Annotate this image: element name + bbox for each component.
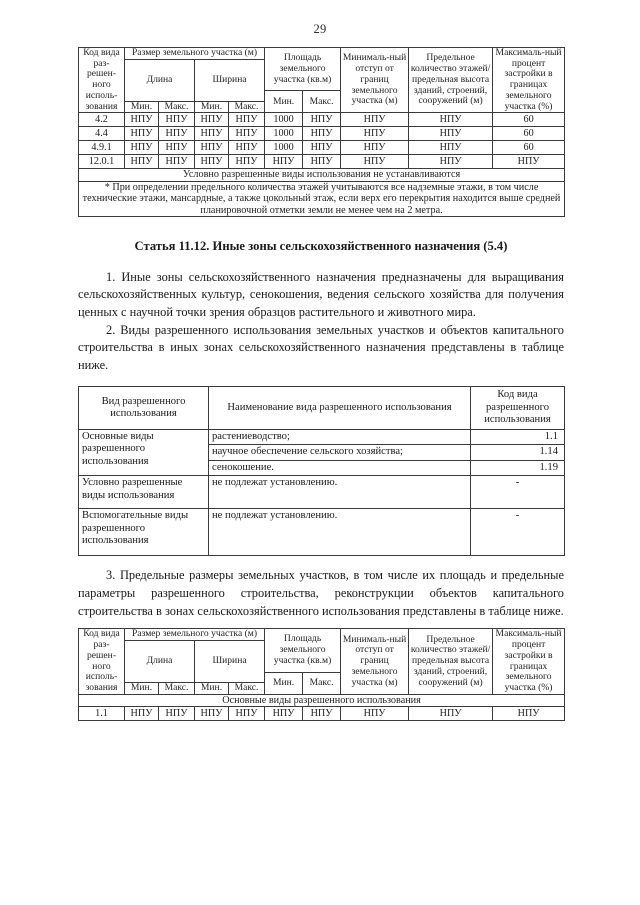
use-code: - (471, 509, 565, 556)
cell-area-min: 1000 (265, 141, 303, 155)
header-plot-size: Размер земельного участка (м) (125, 629, 265, 641)
table-row (79, 429, 565, 445)
cell-len-max: НПУ (159, 113, 195, 127)
cell-code: 12.0.1 (79, 155, 125, 169)
cell-wid-max: НПУ (229, 113, 265, 127)
page-content (78, 47, 564, 721)
header-length: Длина (125, 641, 195, 683)
header-use-name: Наименование вида разрешенного использования (209, 387, 471, 430)
table-row-conditional (79, 169, 565, 181)
cell-area-min: 1000 (265, 113, 303, 127)
header-area-min: Мин. (265, 91, 303, 113)
cell-floors: НПУ (409, 127, 493, 141)
use-name: сенокошение. (209, 460, 471, 476)
parameters-table-bottom (78, 628, 565, 721)
header-plot-area: Площадь земельного участка (кв.м) (265, 629, 341, 672)
header-area-max: Макс. (303, 91, 341, 113)
conditional-use-note: Условно разрешенные виды использования не устанавливаются (79, 169, 565, 181)
header-width: Ширина (195, 59, 265, 101)
cell-area-max: НПУ (303, 113, 341, 127)
cell-area-min: НПУ (265, 707, 303, 721)
header-width-max: Макс. (229, 101, 265, 113)
cell-setback: НПУ (341, 155, 409, 169)
table-row (79, 141, 565, 155)
table-row (79, 113, 565, 127)
cell-code: 4.9.1 (79, 141, 125, 155)
cell-area-min: 1000 (265, 127, 303, 141)
cell-len-min: НПУ (125, 155, 159, 169)
table-row (79, 127, 565, 141)
table-row (79, 707, 565, 721)
cell-wid-min: НПУ (195, 707, 229, 721)
cell-area-max: НПУ (303, 141, 341, 155)
table-row (79, 509, 565, 556)
cell-density: 60 (493, 113, 565, 127)
header-length-min: Мин. (125, 682, 159, 694)
cell-len-max: НПУ (159, 127, 195, 141)
cell-code: 1.1 (79, 707, 125, 721)
cell-code: 4.4 (79, 127, 125, 141)
cell-setback: НПУ (341, 127, 409, 141)
header-plot-size: Размер земельного участка (м) (125, 48, 265, 60)
cell-len-min: НПУ (125, 113, 159, 127)
use-code: 1.19 (471, 460, 565, 476)
header-area-max: Макс. (303, 672, 341, 694)
cell-density: 60 (493, 127, 565, 141)
cell-wid-min: НПУ (195, 141, 229, 155)
page-number: 29 (313, 22, 327, 36)
header-length-min: Мин. (125, 101, 159, 113)
header-width-min: Мин. (195, 682, 229, 694)
table-footnote: * При определении предельного количества этажей учитываются все надземные этажи, в том числе технические этажи, мансардные, а также цокольный этаж, если верх его перекрытия находится выше средней планировочной отметки земли не менее чем на 2 метра. (79, 181, 565, 216)
cell-setback: НПУ (341, 113, 409, 127)
paragraph-3: 3. Предельные размеры земельных участков, в том числе их площадь и предельные параметры разрешенного строительства, реконструкции объектов капитального строительства в зонах сельскохозяйственного использования представлены в таблице ниже. (78, 568, 564, 618)
paragraph-1: 1. Иные зоны сельскохозяйственного назначения предназначены для выращивания сельскохозяйственных культур, сенокошения, ведения сельского хозяйства для получения ценных с научной точки зрения образцов растительного и животного мира. (78, 269, 564, 320)
article-heading: Статья 11.12. Иные зоны сельскохозяйственного назначения (5.4) (134, 239, 508, 254)
header-use-code: Код вида разрешенного использования (471, 387, 565, 430)
cell-floors: НПУ (409, 707, 493, 721)
paragraph-2: 2. Виды разрешенного использования земельных участков и объектов капитального строительства в иных зонах сельскохозяйственного назначения представлены в таблице ниже. (78, 322, 564, 372)
table-row (79, 476, 565, 509)
cell-len-min: НПУ (125, 127, 159, 141)
cell-area-max: НПУ (303, 127, 341, 141)
header-width-max: Макс. (229, 682, 265, 694)
cell-density: НПУ (493, 707, 565, 721)
header-use-kind: Вид разрешенного использования (79, 387, 209, 430)
cell-wid-min: НПУ (195, 127, 229, 141)
cell-area-max: НПУ (303, 155, 341, 169)
header-floors: Предельное количество этажей/ предельная высота зданий, строений, сооружений (м) (409, 48, 493, 113)
header-setback: Минималь-ный отступ от границ земельного участка (м) (341, 629, 409, 694)
parameters-table-top (78, 47, 565, 217)
cell-setback: НПУ (341, 707, 409, 721)
cell-wid-min: НПУ (195, 113, 229, 127)
cell-len-max: НПУ (159, 707, 195, 721)
permitted-uses-table (78, 386, 565, 556)
header-floors: Предельное количество этажей/ предельная высота зданий, строений, сооружений (м) (409, 629, 493, 694)
table-row-section (79, 694, 565, 706)
header-width: Ширина (195, 641, 265, 683)
use-kind-auxiliary: Вспомогательные виды разрешенного использования (79, 509, 209, 556)
header-density: Максималь-ный процент застройки в границах земельного участка (%) (493, 48, 565, 113)
header-density: Максималь-ный процент застройки в границах земельного участка (%) (493, 629, 565, 694)
cell-wid-max: НПУ (229, 141, 265, 155)
cell-floors: НПУ (409, 155, 493, 169)
cell-len-max: НПУ (159, 155, 195, 169)
section-main-uses: Основные виды разрешенного использования (79, 694, 565, 706)
cell-area-max: НПУ (303, 707, 341, 721)
cell-len-min: НПУ (125, 707, 159, 721)
header-length: Длина (125, 59, 195, 101)
header-code: Код вида раз-решен-ного исполь-зования (79, 48, 125, 113)
cell-area-min: НПУ (265, 155, 303, 169)
use-code: 1.1 (471, 429, 565, 445)
cell-wid-min: НПУ (195, 155, 229, 169)
cell-floors: НПУ (409, 141, 493, 155)
header-setback: Минималь-ный отступ от границ земельного участка (м) (341, 48, 409, 113)
header-length-max: Макс. (159, 101, 195, 113)
header-width-min: Мин. (195, 101, 229, 113)
header-code: Код вида раз-решен-ного исполь-зования (79, 629, 125, 694)
use-name: растениеводство; (209, 429, 471, 445)
use-kind-conditional: Условно разрешенные виды использования (79, 476, 209, 509)
use-name: не подлежат установлению. (209, 509, 471, 556)
cell-code: 4.2 (79, 113, 125, 127)
use-name: научное обеспечение сельского хозяйства; (209, 445, 471, 461)
header-length-max: Макс. (159, 682, 195, 694)
cell-setback: НПУ (341, 141, 409, 155)
table-row (79, 155, 565, 169)
cell-floors: НПУ (409, 113, 493, 127)
header-plot-area: Площадь земельного участка (кв.м) (265, 48, 341, 91)
cell-density: 60 (493, 141, 565, 155)
cell-wid-max: НПУ (229, 155, 265, 169)
use-code: 1.14 (471, 445, 565, 461)
cell-wid-max: НПУ (229, 707, 265, 721)
cell-wid-max: НПУ (229, 127, 265, 141)
cell-len-max: НПУ (159, 141, 195, 155)
table-row-footnote (79, 181, 565, 216)
use-code: - (471, 476, 565, 509)
use-kind-main: Основные виды разрешенного использования (79, 429, 209, 476)
use-name: не подлежат установлению. (209, 476, 471, 509)
cell-len-min: НПУ (125, 141, 159, 155)
cell-density: НПУ (493, 155, 565, 169)
header-area-min: Мин. (265, 672, 303, 694)
